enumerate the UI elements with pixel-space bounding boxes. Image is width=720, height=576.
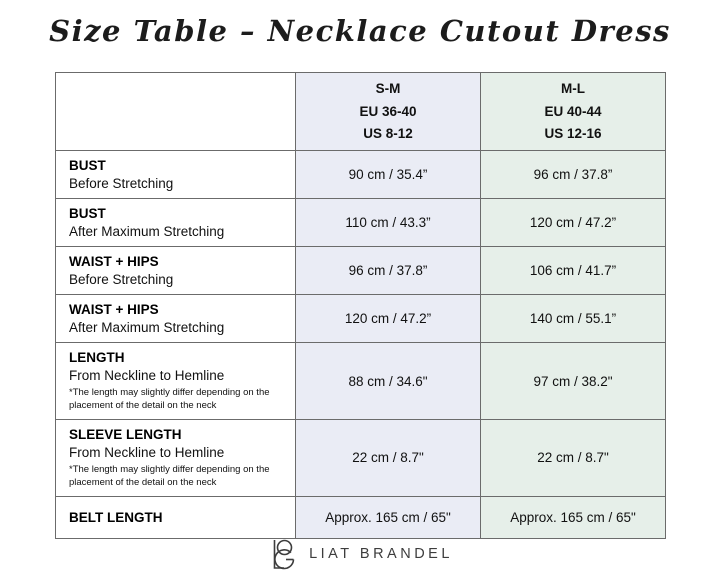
lb-monogram-icon [267,538,299,570]
row-sublabel: After Maximum Stretching [69,223,225,239]
row-note: *The length may slightly differ depending on the placement of the detail on the neck [69,387,270,412]
size-value-sm: 96 cm / 37.8” [296,247,481,295]
row-label-cell [56,151,296,199]
row-sublabel: From Neckline to Hemline [69,367,225,383]
eu-size: EU 40-44 [544,103,602,119]
brand-footer [0,536,720,572]
table-row [56,151,666,199]
size-value-ml: 96 cm / 37.8” [481,151,666,199]
size-value-ml: 22 cm / 8.7" [481,420,666,497]
size-value-sm: 88 cm / 34.6" [296,343,481,420]
row-label-cell [56,496,296,538]
row-label-cell [56,420,296,497]
us-size: US 8-12 [363,126,413,142]
row-sublabel: Before Stretching [69,175,174,191]
size-value-sm: Approx. 165 cm / 65" [296,496,481,538]
row-label: LENGTH [69,350,125,366]
row-label-cell [56,247,296,295]
brand-name: LIAT BRANDEL [309,546,453,562]
size-name: M-L [561,81,585,97]
table-row [56,247,666,295]
size-value-ml: Approx. 165 cm / 65" [481,496,666,538]
size-value-ml: 106 cm / 41.7” [481,247,666,295]
table-row [56,420,666,497]
size-value-sm: 22 cm / 8.7" [296,420,481,497]
size-table [55,72,666,539]
row-note: *The length may slightly differ depending on the placement of the detail on the neck [69,464,270,488]
size-value-ml: 97 cm / 38.2" [481,343,666,420]
table-row [56,496,666,538]
row-label: WAIST + HIPS [69,254,159,270]
row-label: WAIST + HIPS [69,302,159,318]
eu-size: EU 36-40 [359,103,417,119]
row-label: BUST [69,158,106,173]
row-sublabel: After Maximum Stretching [69,319,225,335]
row-label: SLEEVE LENGTH [69,427,182,443]
size-name: S-M [375,81,401,97]
row-label-cell [56,199,296,247]
row-label: BUST [69,206,106,222]
row-label: BELT LENGTH [69,509,163,525]
us-size: US 12-16 [544,126,602,142]
size-value-ml: 120 cm / 47.2” [481,199,666,247]
row-label-cell [56,295,296,343]
corner-cell [56,73,296,151]
size-value-sm: 110 cm / 43.3” [296,199,481,247]
page-title: Size Table – Necklace Cutout Dress [49,14,671,48]
size-value-sm: 90 cm / 35.4” [296,151,481,199]
header-cell-ml [481,73,666,151]
row-label-cell [56,343,296,420]
size-value-ml: 140 cm / 55.1” [481,295,666,343]
row-sublabel: From Neckline to Hemline [69,444,225,460]
size-value-sm: 120 cm / 47.2” [296,295,481,343]
table-header-row [56,73,666,151]
row-sublabel: Before Stretching [69,271,174,287]
table-row [56,199,666,247]
table-row [56,295,666,343]
header-cell-sm [296,73,481,151]
table-row [56,343,666,420]
